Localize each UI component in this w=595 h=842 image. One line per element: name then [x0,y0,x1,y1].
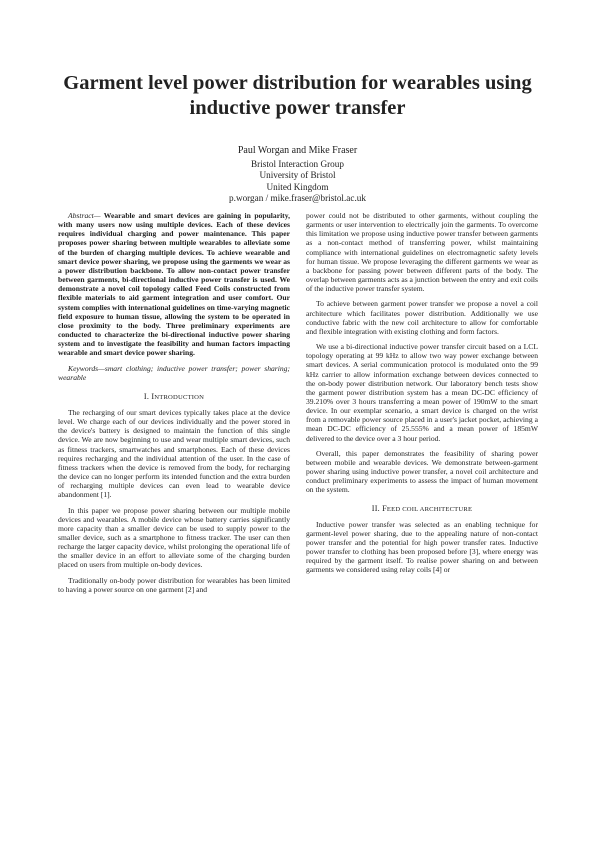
intro-paragraph-6: Overall, this paper demonstrates the feasibility of sharing power between mobile and wearable devices. We demonstrate between-garment power sharing using inductive power transfer, a novel coil architecture and conduct preliminary experiments to assess the impact of human movement on the system. [306,448,538,495]
section-title-rest: NTRODUCTION [154,393,205,401]
section-numeral: I. [143,391,150,401]
section-numeral: II. [371,503,380,513]
feed-coil-paragraph-1: Inductive power transfer was selected as an enabling technique for garment-level power sharing, due to the appealing nature of non-contact power transfer and the potential for high power transfer rates. Inductive power transfer to clothing has been proposed before [3], where energy was required by the garment itself. To realise power sharing on and between garments we considered using relay coils [4] or [306,519,538,575]
abstract-lead: Abstract— [68,211,101,220]
section-first-letter: F [382,503,387,513]
intro-paragraph-5: We use a bi-directional inductive power transfer circuit based on a LCL topology operating at 99 kHz to allow two way power exchange between smart devices. A serial communication protocol is modulated onto the 99 kHz carrier to allow information exchange between devices connected to the on-body power distribution network. Our laboratory bench tests show the garment power distribution system has a mean DC-DC efficiency of 39.210% over 3 hours transferring a mean power of 190mW to the smart device. In our exemplar scenario, a smart device is charged on the wrist from a removable power source placed in a user's jacket pocket, achieving a mean DC-DC efficiency of 25.555% and a mean power of 185mW delivered to the device over a 3 hour period. [306,342,538,443]
intro-paragraph-4: To achieve between garment power transfer we propose a novel a coil architecture which facilitates power distribution. Additionally we use conductive fabric with the new coil architecture to allow for comfortable and flexible integration with existing clothing and form factors. [306,299,538,336]
intro-paragraph-continued: power could not be distributed to other garments, without coupling the garments or user intervention to electrically join the garments. To overcome this limitation we propose using inductive power transfer between garments as a non-contact method of transferring power, whilst maintaining compliance with international guidelines on electromagnetic safety levels for human tissue. We propose leveraging the different garments we wear as a backbone for passing power between different parts of the body. The overlap between garments acts as a junction between the entry and exit coils of the inductive power transfer system. [306,211,538,294]
section-title-rest: EED COIL ARCHITECTURE [386,505,473,513]
author-emails: p.worgan / mike.fraser@bristol.ac.uk [229,193,366,203]
affiliation-country: United Kingdom [266,181,329,192]
paper-title: Garment level power distribution for wearables using inductive power transfer [63,72,532,119]
affiliation-group: Bristol Interaction Group [251,158,344,169]
left-column [58,211,290,594]
intro-paragraph-3: Traditionally on-body power distribution for wearables has been limited to having a power source on one garment [2] and [58,575,290,594]
intro-paragraph-2: In this paper we propose power sharing between our multiple mobile devices and wearables. A mobile device whose battery carries significantly more capacity than a smaller device can be used to supply power to the smaller device, such as a smartphone to fitness tracker. The user can then recharge the larger capacity device, whilst prolonging the operational life of the smaller device in an effort to alleviate some of the charging burden placed on users from multiple on-body devices. [58,505,290,570]
section-heading-feed-coil [306,504,538,514]
keywords [58,364,290,382]
intro-paragraph-1: The recharging of our smart devices typically takes place at the device level. We charge each of our devices individually and the power stored in the device's battery is designed to maintain the function of this single device. We are now beginning to use and wear multiple smart devices, such as fitness trackers, smartwatches and smartphones. Each of these devices requires recharging and the individual attention of the user. In the case of fitness trackers when the device is removed from the body, for recharging the device can no longer perform its intended function and the extra burden of recharging multiple devices can even lead to wearable device abandonment [1]. [58,407,290,500]
author-names: Paul Worgan and Mike Fraser [237,145,358,156]
section-heading-introduction [58,392,290,402]
keywords-lead: Keywords— [68,363,105,373]
abstract [58,211,290,358]
keywords-text: smart clothing; inductive power transfer; power sharing; wearable [58,363,290,382]
author-block [150,145,445,205]
abstract-text: Wearable and smart devices are gaining in popularity, with many users now using multiple devices. Each of these devices requires individual charging and power maintenance. This paper proposes power sharing between multiple wearables to alleviate some of the burden of charging multiple devices. To achieve wearable and smart device power sharing, we propose using the garments we wear as a power distribution backbone. To allow non-contact power transfer between garments, bi-directional inductive power transfer is used. We demonstrate a novel coil topology called Feed Coils constructed from flexible materials to aid garment integration and user comfort. Our system complies with international guidelines on time-varying magnetic field exposure to human tissue, allowing the system to be operated in close proximity to the body. Three preliminary experiments are conducted to characterize the bi-directional inductive power sharing system and to investigate the feasibility and human factors impacting wearable and smart device power sharing. [58,211,290,358]
affiliation-university: University of Bristol [259,170,336,180]
section-first-letter: I [151,391,155,401]
right-column [306,211,538,575]
